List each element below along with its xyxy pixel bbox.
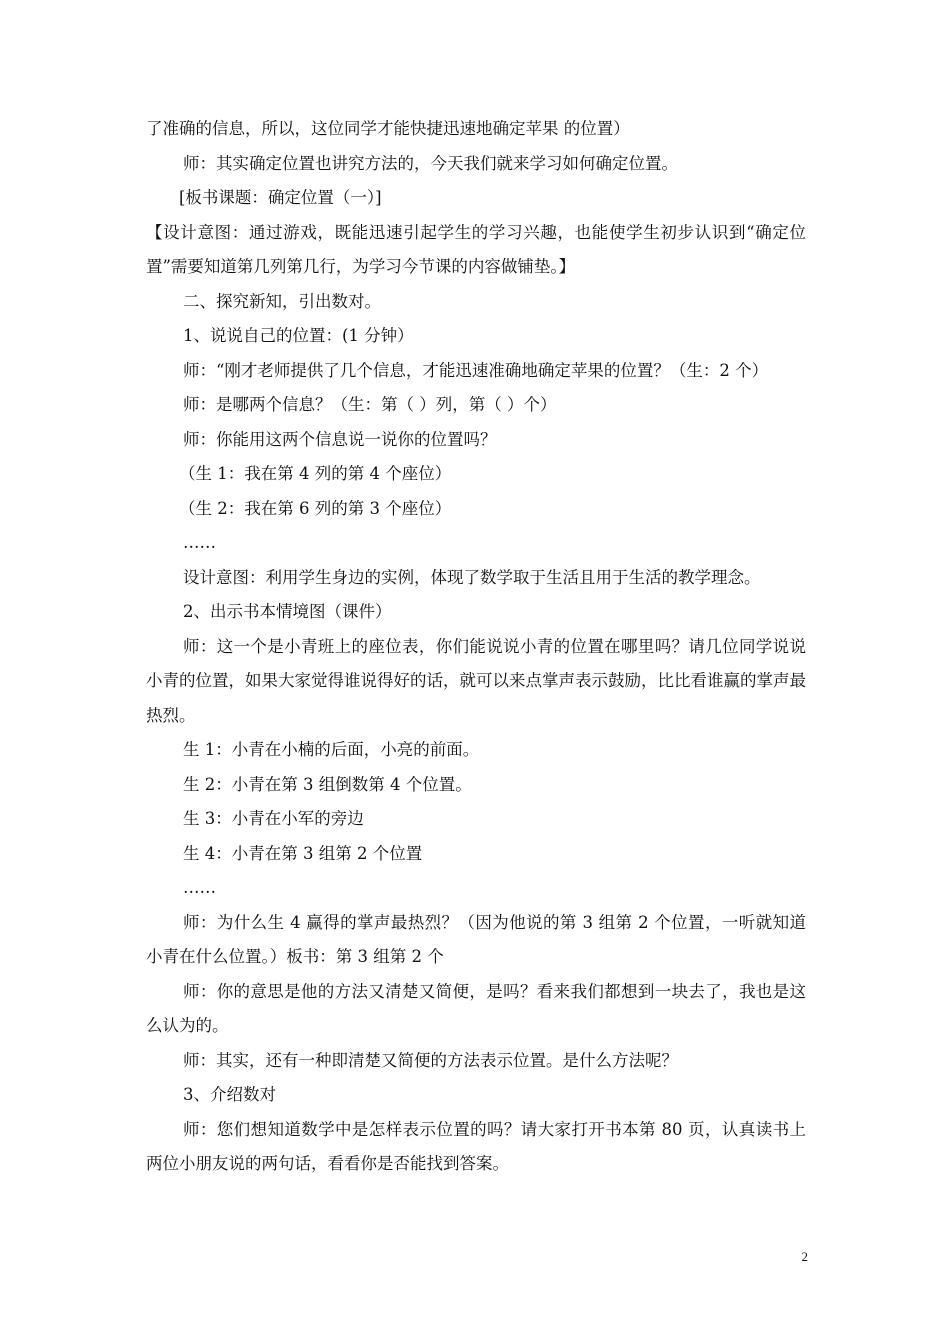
paragraph: 了准确的信息，所以，这位同学才能快捷迅速地确定苹果 的位置） — [146, 119, 630, 138]
paragraph: 师：为什么生 4 赢得的掌声最热烈？（因为他说的第 3 组第 2 个位置，一听就知道小青在什么位置。）板书：第 3 组第 2 个 — [146, 912, 806, 966]
paragraph: 3、介绍数对 — [183, 1085, 276, 1104]
paragraph: 师：“刚才老师提供了几个信息，才能迅速准确地确定苹果的位置？（生：2 个） — [183, 360, 769, 380]
paragraph: 生 3：小青在小军的旁边 — [183, 809, 364, 828]
paragraph: 2、出示书本情境图（课件） — [183, 602, 392, 621]
paragraph: （生 1：我在第 4 列的第 4 个座位） — [179, 464, 452, 483]
paragraph: 生 1：小青在小楠的后面，小亮的前面。 — [183, 740, 480, 759]
paragraph: 二、探究新知，引出数对。 — [183, 291, 381, 311]
page-number: 2 — [801, 1249, 808, 1264]
paragraph: 师：是哪两个信息？（生：第（ ）列，第（ ）个） — [183, 395, 557, 414]
paragraph: [板书课题：确定位置（一）] — [179, 188, 382, 207]
paragraph: 设计意图：利用学生身边的实例，体现了数学取于生活且用于生活的教学理念。 — [183, 567, 761, 587]
paragraph: 师：你能用这两个信息说一说你的位置吗？ — [183, 429, 497, 449]
paragraph: 1、说说自己的位置：(1 分钟） — [183, 326, 414, 345]
paragraph: 师：其实，还有一种即清楚又简便的方法表示位置。是什么方法呢？ — [183, 1050, 678, 1070]
paragraph: 师：其实确定位置也讲究方法的，今天我们就来学习如何确定位置。 — [183, 153, 678, 173]
paragraph: 师：这一个是小青班上的座位表，你们能说说小青的位置在哪里吗？请几位同学说说小青的位置，如果大家觉得谁说得好的话，就可以来点掌声表示鼓励，比比看谁赢的掌声最热烈。 — [146, 636, 806, 725]
paragraph: 师：你的意思是他的方法又清楚又简便，是吗？看来我们都想到一块去了，我也是这么认为的。 — [146, 981, 806, 1035]
paragraph: 师：您们想知道数学中是怎样表示位置的吗？请大家打开书本第 80 页，认真读书上两位小朋友说的两句话，看看你是否能找到答案。 — [146, 1119, 806, 1173]
paragraph: （生 2：我在第 6 列的第 3 个座位） — [179, 498, 452, 518]
paragraph: 生 4：小青在第 3 组第 2 个位置 — [183, 843, 423, 863]
body-text — [146, 112, 806, 1182]
paragraph: …… — [183, 878, 216, 897]
paragraph: 生 2：小青在第 3 组倒数第 4 个位置。 — [183, 774, 472, 794]
paragraph: 【设计意图：通过游戏，既能迅速引起学生的学习兴趣，也能使学生初步认识到“确定位置”需要知道第几列第几行，为学习今节课的内容做铺垫。】 — [146, 222, 806, 276]
paragraph: …… — [183, 533, 216, 552]
